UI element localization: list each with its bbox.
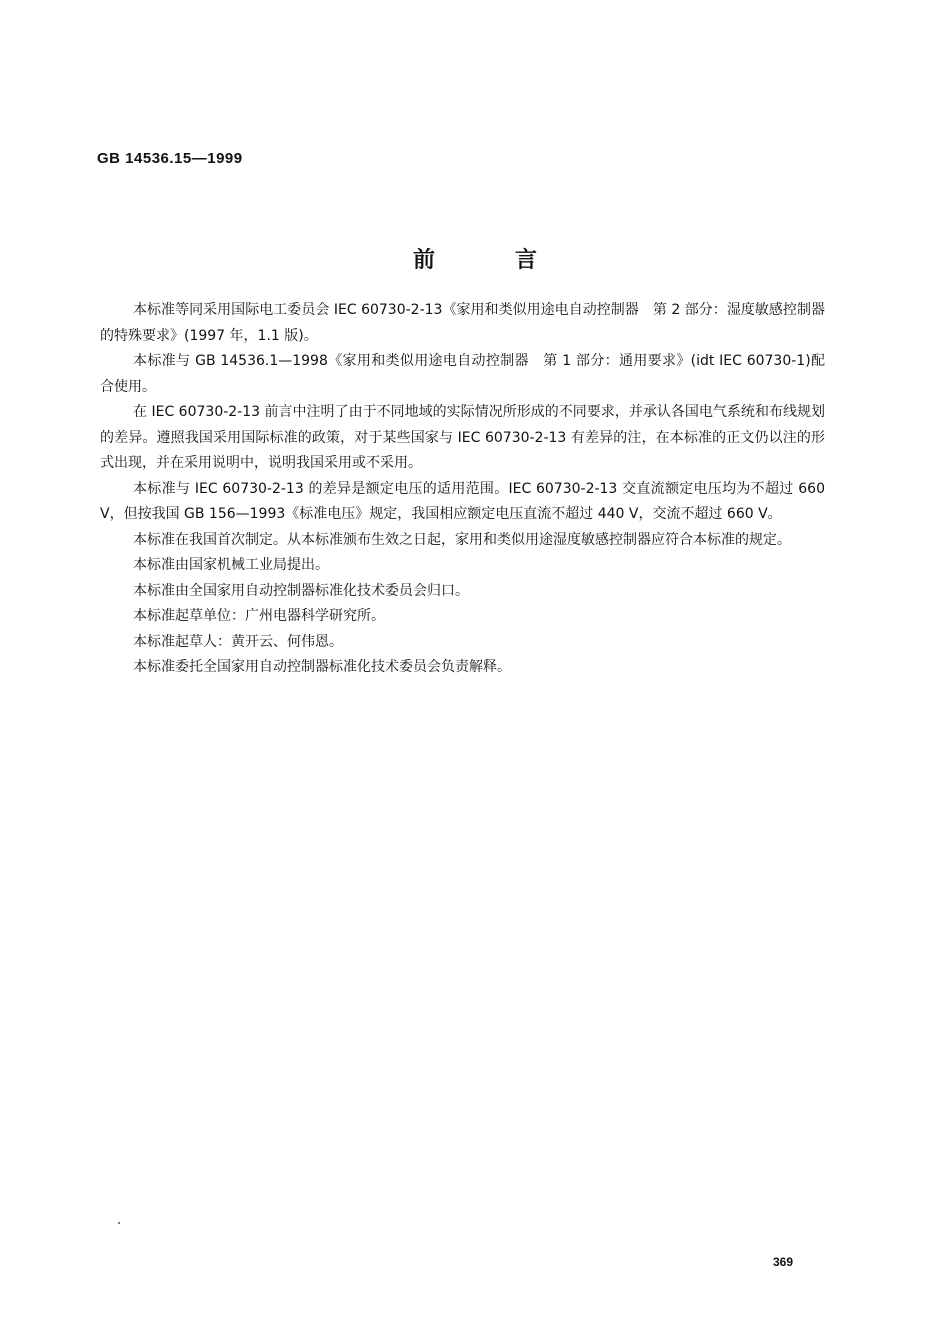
paragraph-proposer: 本标准由国家机械工业局提出。 [133, 557, 329, 573]
page-title-part1: 前 [412, 248, 435, 273]
paragraph-regional-differences: 在 IEC 60730-2-13 前言中注明了由于不同地域的实际情况所形成的不同要求，并承认各国电气系统和布线规划的差异。遵照我国采用国际标准的政策，对于某些国家与 IEC 60730-2-13 有差异的注，在本标准的正文仍以注的形式出现，并在采用说明中，说明我国采用或不采用。 [100, 404, 825, 471]
page-title-part2: 言 [515, 248, 538, 273]
foreword-body [100, 298, 825, 681]
paragraph-companion-standard: 本标准与 GB 14536.1—1998《家用和类似用途电自动控制器 第 1 部分：通用要求》(idt IEC 60730-1)配合使用。 [100, 353, 825, 395]
scan-speck [118, 1222, 120, 1224]
paragraph-drafting-unit: 本标准起草单位：广州电器科学研究所。 [133, 608, 385, 624]
paragraph-committee: 本标准由全国家用自动控制器标准化技术委员会归口。 [133, 582, 469, 599]
paragraph-adoption: 本标准等同采用国际电工委员会 IEC 60730-2-13《家用和类似用途电自动控制器 第 2 部分：湿度敏感控制器的特殊要求》(1997 年，1.1 版)。 [100, 302, 825, 344]
paragraph-drafters: 本标准起草人：黄开云、何伟恩。 [133, 633, 343, 650]
paragraph-interpretation: 本标准委托全国家用自动控制器标准化技术委员会负责解释。 [133, 659, 511, 675]
standard-code: GB 14536.15—1999 [97, 150, 243, 167]
page-title [0, 243, 950, 274]
paragraph-first-edition: 本标准在我国首次制定。从本标准颁布生效之日起，家用和类似用途湿度敏感控制器应符合本标准的规定。 [133, 531, 791, 548]
page-number: 369 [773, 1255, 794, 1269]
paragraph-voltage-difference: 本标准与 IEC 60730-2-13 的差异是额定电压的适用范围。IEC 60730-2-13 交直流额定电压均为不超过 660 V，但按我国 GB 156—1993《标准电压》规定，我国相应额定电压直流不超过 440 V，交流不超过 660 V。 [100, 480, 825, 522]
